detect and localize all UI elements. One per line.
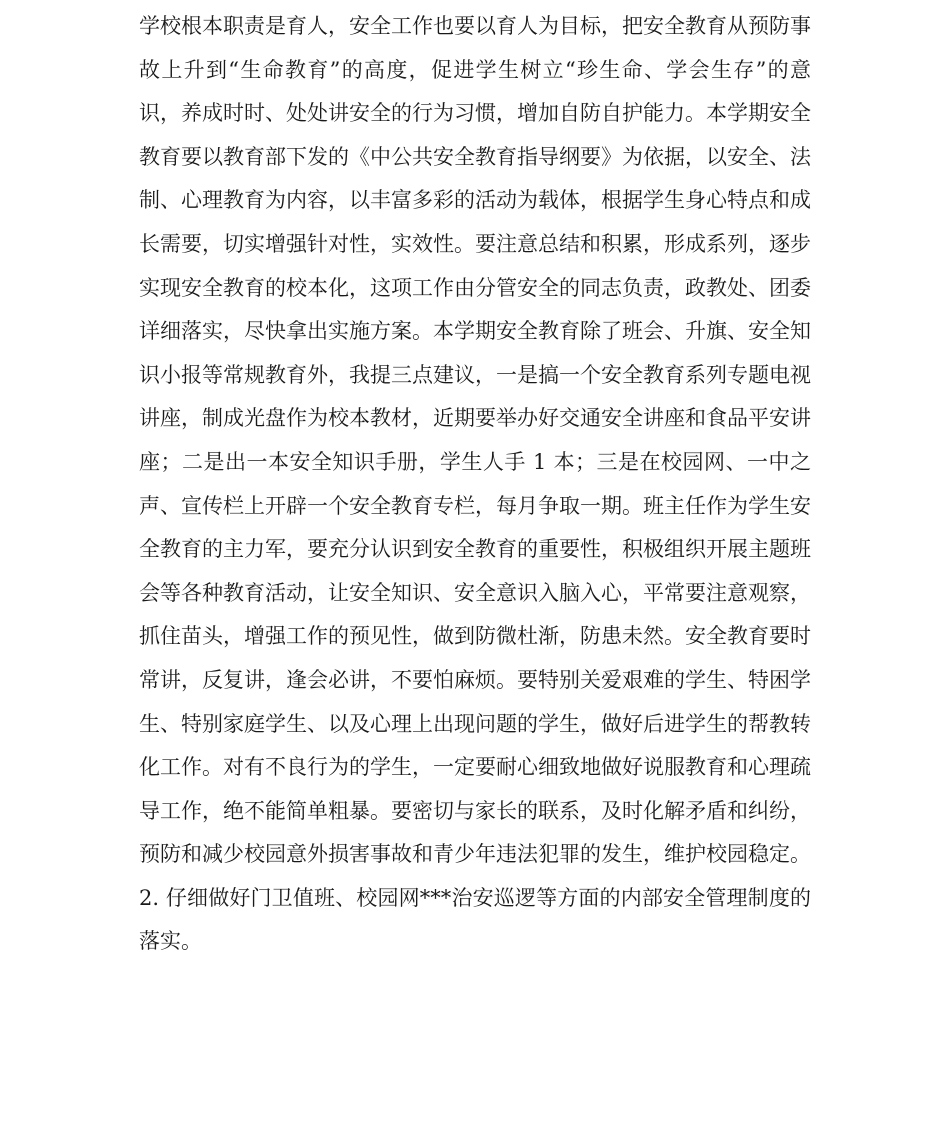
body-paragraph: 学校根本职责是育人，安全工作也要以育人为目标，把安全教育从预防事故上升到“生命教育”的高度，促进学生树立“珍生命、学会生存”的意识，养成时时、处处讲安全的行为习惯，增加自防自护能力。本学期安全教育要以教育部下发的《中公共安全教育指导纲要》为依据，以安全、法制、心理教育为内容，以丰富多彩的活动为载体，根据学生身心特点和成长需要，切实增强针对性，实效性。要注意总结和积累，形成系列，逐步实现安全教育的校本化，这项工作由分管安全的同志负责，政教处、团委详细落实，尽快拿出实施方案。本学期安全教育除了班会、升旗、安全知识小报等常规教育外，我提三点建议，一是搞一个安全教育系列专题电视讲座，制成光盘作为校本教材，近期要举办好交通安全讲座和食品平安讲座；二是出一本安全知识手册，学生人手 1 本；三是在校园网、一中之声、宣传栏上开辟一个安全教育专栏，每月争取一期。班主任作为学生安全教育的主力军，要充分认识到安全教育的重要性，积极组织开展主题班会等各种教育活动，让安全知识、安全意识入脑入心，平常要注意观察，抓住苗头，增强工作的预见性，做到防微杜渐，防患未然。安全教育要时常讲，反复讲，逢会必讲，不要怕麻烦。要特别关爱艰难的学生、特困学生、特别家庭学生、以及心理上出现问题的学生，做好后进学生的帮教转化工作。对有不良行为的学生，一定要耐心细致地做好说服教育和心理疏导工作，绝不能简单粗暴。要密切与家长的联系，及时化解矛盾和纠纷，预防和减少校园意外损害事故和青少年违法犯罪的发生，维护校园稳定。 [139, 14, 811, 867]
document-page [139, 5, 811, 964]
numbered-item-2: 2. 仔细做好门卫值班、校园网***治安巡逻等方面的内部安全管理制度的落实。 [139, 885, 811, 954]
